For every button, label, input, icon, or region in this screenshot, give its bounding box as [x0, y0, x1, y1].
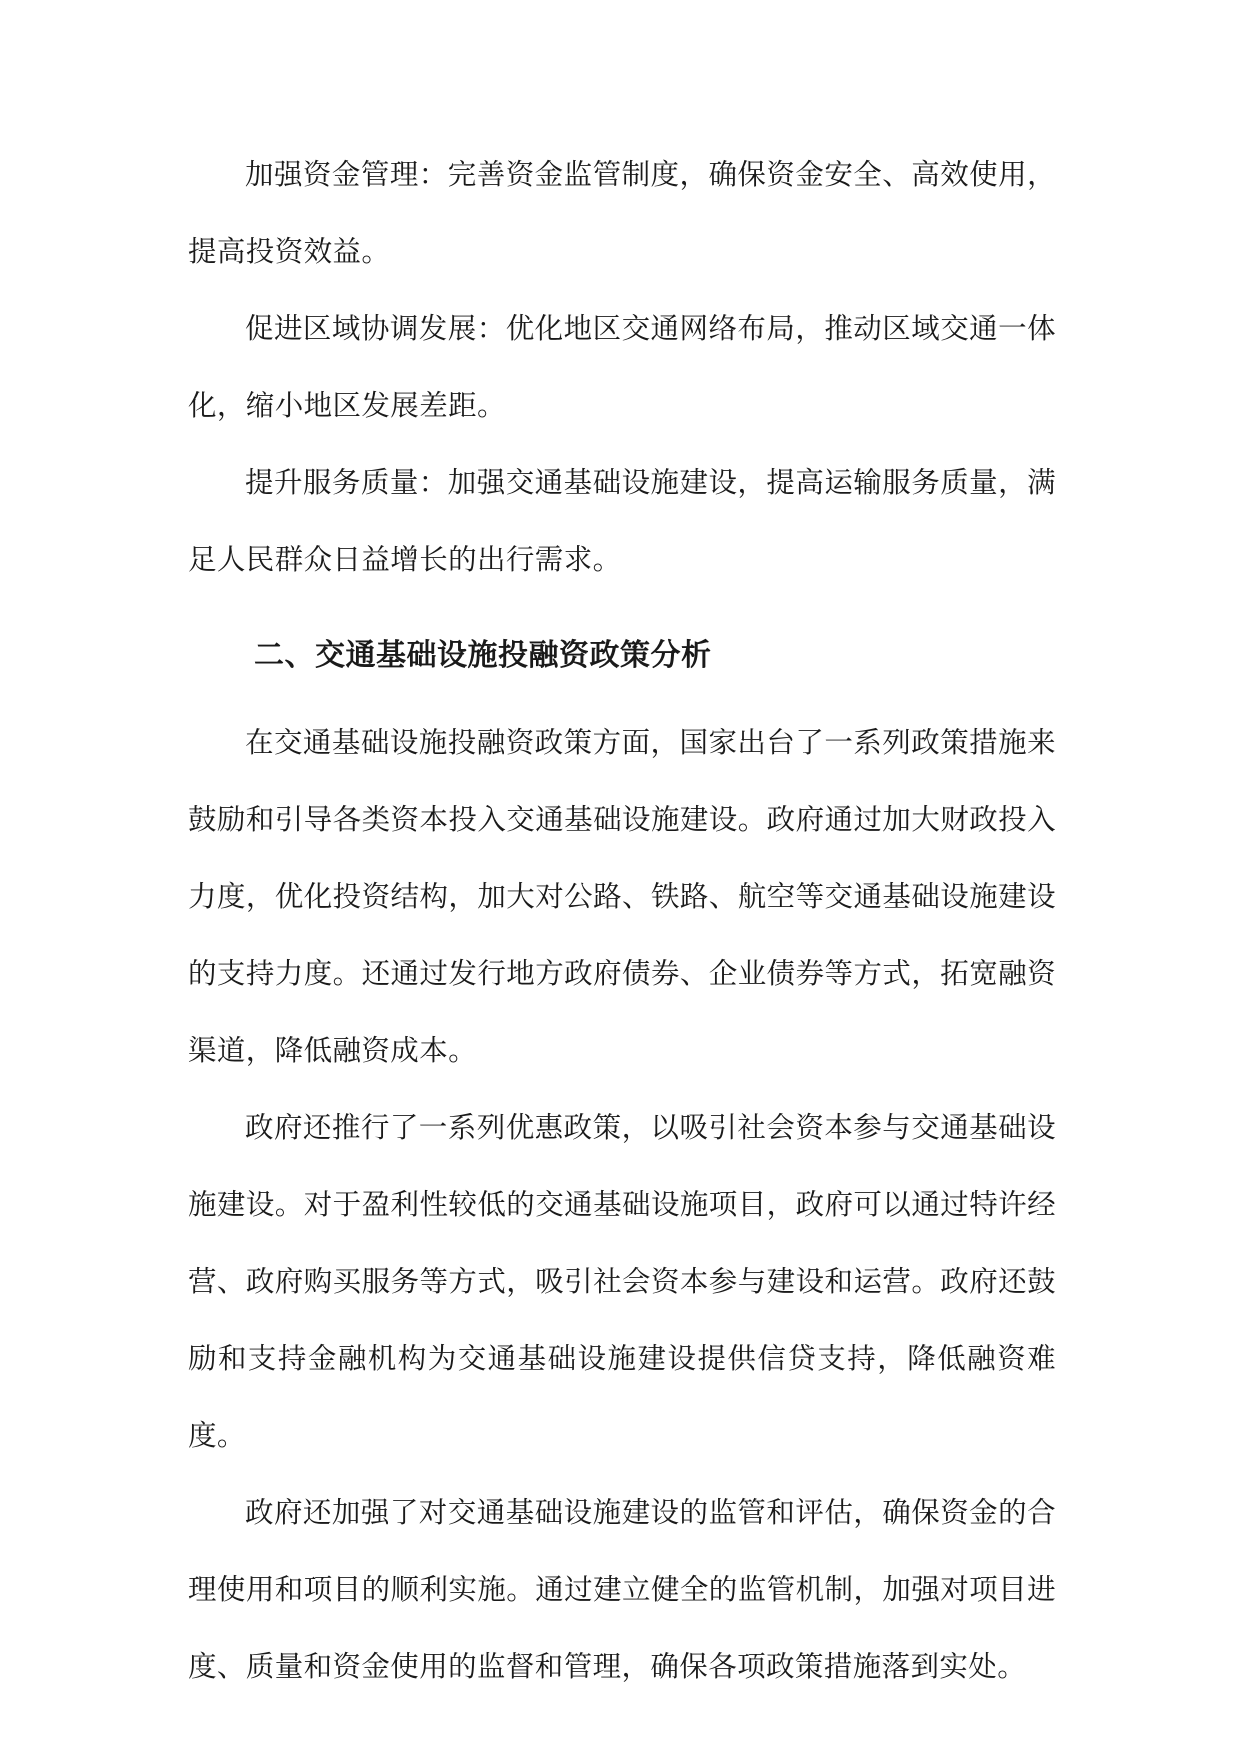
paragraph-fund-management: 加强资金管理：完善资金监管制度，确保资金安全、高效使用，提高投资效益。 [188, 158, 1056, 268]
paragraph-supervision: 政府还加强了对交通基础设施建设的监管和评估，确保资金的合理使用和项目的顺利实施。通过建立健全的监管机制，加强对项目进度、质量和资金使用的监督和管理，确保各项政策措施落到实处。 [188, 1496, 1056, 1683]
paragraph-service-quality: 提升服务质量：加强交通基础设施建设，提高运输服务质量，满足人民群众日益增长的出行需求。 [188, 466, 1056, 576]
section-heading: 二、交通基础设施投融资政策分析 [254, 638, 712, 673]
paragraph-preferential-policies: 政府还推行了一系列优惠政策，以吸引社会资本参与交通基础设施建设。对于盈利性较低的交通基础设施项目，政府可以通过特许经营、政府购买服务等方式，吸引社会资本参与建设和运营。政府还鼓励和支持金融机构为交通基础设施建设提供信贷支持，降低融资难度。 [188, 1111, 1056, 1452]
paragraph-policy-measures: 在交通基础设施投融资政策方面，国家出台了一系列政策措施来鼓励和引导各类资本投入交通基础设施建设。政府通过加大财政投入力度，优化投资结构，加大对公路、铁路、航空等交通基础设施建设的支持力度。还通过发行地方政府债券、企业债券等方式，拓宽融资渠道，降低融资成本。 [188, 726, 1056, 1067]
paragraph-regional-development: 促进区域协调发展：优化地区交通网络布局，推动区域交通一体化，缩小地区发展差距。 [188, 312, 1056, 422]
document-body [188, 136, 1056, 1705]
